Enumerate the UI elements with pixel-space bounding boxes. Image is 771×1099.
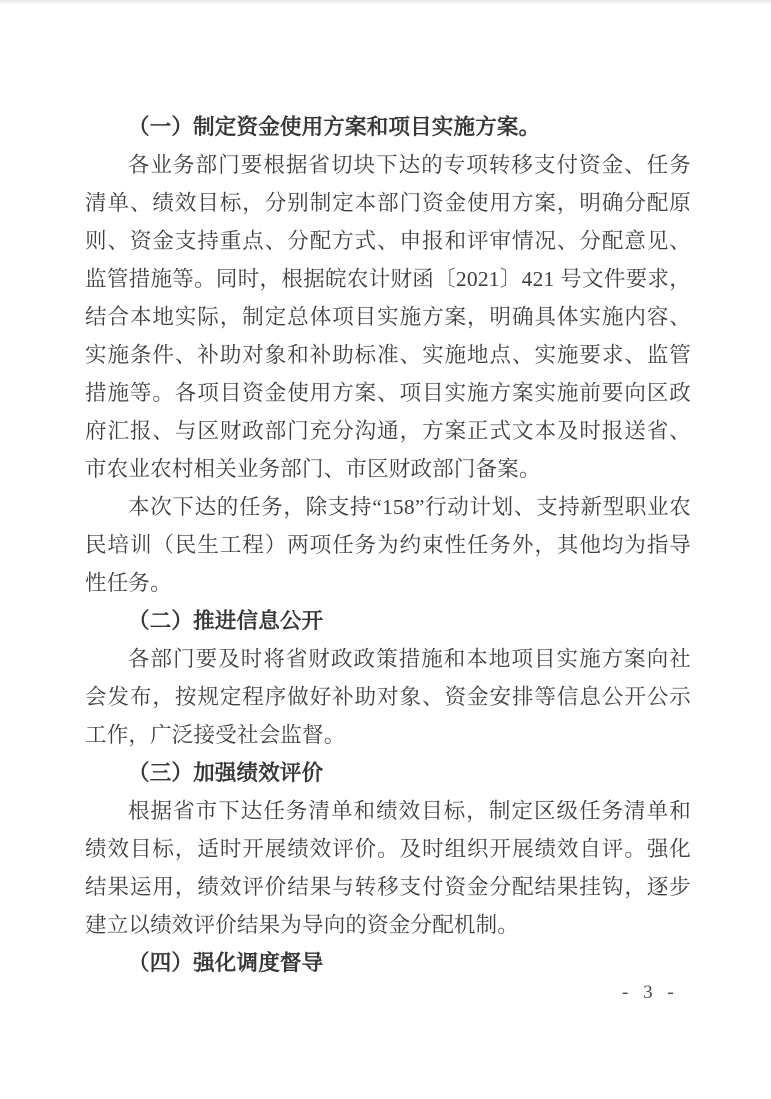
document-body xyxy=(85,108,691,982)
paragraph-fund-usage-plan: 各业务部门要根据省切块下达的专项转移支付资金、任务清单、绩效目标，分别制定本部门资金使用方案，明确分配原则、资金支持重点、分配方式、申报和评审情况、分配意见、监管措施等。同时，根据皖农计财函〔2021〕421 号文件要求，结合本地实际，制定总体项目实施方案，明确具体实施内容、实施条件、补助对象和补助标准、实施地点、实施要求、监管措施等。各项目资金使用方案、项目实施方案实施前要向区政府汇报、与区财政部门充分沟通，方案正式文本及时报送省、市农业农村相关业务部门、市区财政部门备案。 xyxy=(85,153,691,481)
paragraph-performance-evaluation: 根据省市下达任务清单和绩效目标，制定区级任务清单和绩效目标，适时开展绩效评价。及时组织开展绩效自评。强化结果运用，绩效评价结果与转移支付资金分配结果挂钩，逐步建立以绩效评价结果为导向的资金分配机制。 xyxy=(85,799,691,937)
section-heading-1: （一）制定资金使用方案和项目实施方案。 xyxy=(128,115,541,139)
section-heading-2: （二）推进信息公开 xyxy=(128,609,324,633)
paragraph-information-disclosure: 各部门要及时将省财政政策措施和本地项目实施方案向社会发布，按规定程序做好补助对象、资金安排等信息公开公示工作，广泛接受社会监督。 xyxy=(85,647,691,747)
paragraph-task-types: 本次下达的任务，除支持“158”行动计划、支持新型职业农民培训（民生工程）两项任务为约束性任务外，其他均为指导性任务。 xyxy=(85,495,691,595)
section-heading-4: （四）强化调度督导 xyxy=(128,951,324,975)
section-heading-3: （三）加强绩效评价 xyxy=(128,761,324,785)
page-number: - 3 - xyxy=(622,982,679,1003)
